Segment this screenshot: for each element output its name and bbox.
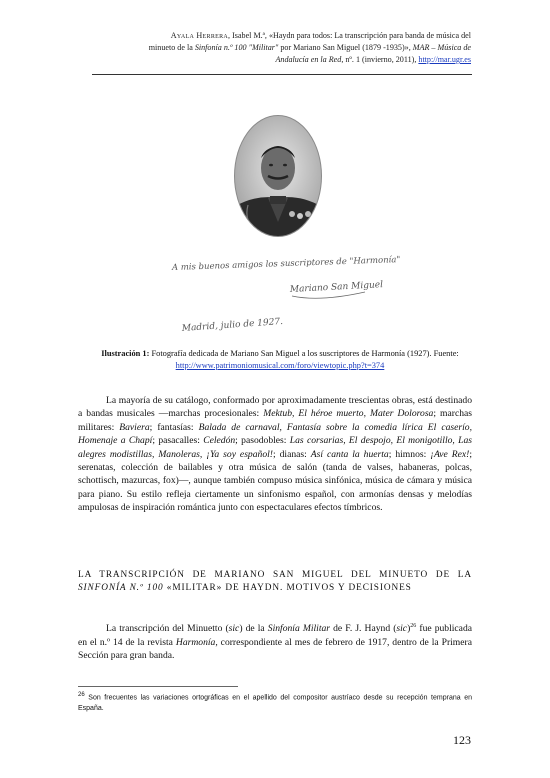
footnote-rule: [78, 686, 238, 687]
p1-works-4: Celedón: [203, 435, 236, 447]
p1-text-5: ; pasodobles:: [235, 435, 290, 447]
body-paragraph-2: [78, 620, 472, 662]
p1-text-2: ; marchas militares:: [78, 408, 472, 433]
header-line1: , Isabel M.ª, «Haydn para todos: La transcripción para banda de música del: [228, 31, 471, 40]
p2-work-title: Sinfonía Militar: [267, 623, 331, 635]
p2-text-6: , correspondiente al mes de febrero de 1917, dentro de la Primera Sección para gran banda.: [78, 636, 472, 661]
header-rule: [92, 74, 472, 75]
p1-text-3: ; fantasías:: [149, 421, 199, 433]
p1-works-6: Así canta la huerta: [310, 448, 389, 460]
header-line2-b: por Mariano San Miguel (1879 -1935)»,: [278, 43, 413, 52]
date-note: Madrid, julio de 1927.: [181, 316, 284, 334]
header-issue: , nº. 1 (invierno, 2011),: [341, 55, 419, 64]
p2-text-3: de F. J. Haynd (: [330, 623, 397, 635]
running-header: [71, 30, 471, 66]
p2-sic-1: sic: [228, 623, 240, 635]
caption-text: Fotografía dedicada de Mariano San Miguel a los suscriptores de Harmonía (1927). Fuente:: [149, 349, 459, 358]
p1-works-2: Baviera: [119, 421, 150, 433]
p1-text-1: La mayoría de su catálogo, conformado por aproximadamente trescientas obras, está destinado a bandas musicales —marchas procesionales:: [78, 395, 472, 420]
signature: Mariano San Miguel: [289, 280, 384, 295]
p2-text-2: ) de la: [239, 623, 268, 635]
p2-text-5: fue publicada en el n.º 14 de la revista: [78, 623, 473, 648]
portrait: [220, 110, 336, 245]
p1-works-7: ¡Ave Rex!: [430, 448, 470, 460]
photo-illustration: [160, 110, 400, 345]
heading-text-2: «MILITAR» DE HAYDN. MOTIVOS Y DECISIONES: [163, 583, 412, 593]
footnote: [78, 690, 472, 714]
header-author: Ayala Herrera: [170, 31, 229, 40]
dedication-text: A mis buenos amigos los suscriptores de "Harmonía": [171, 255, 400, 273]
figure-caption: [100, 348, 460, 372]
header-link[interactable]: http://mar.ugr.es: [418, 55, 471, 64]
page-number: 123: [453, 733, 471, 747]
p2-journal: Harmonía: [175, 636, 216, 648]
figure-photograph: [160, 110, 400, 345]
caption-link[interactable]: http://www.patrimoniomusical.com/foro/viewtopic.php?t=374: [175, 361, 385, 370]
p1-text-7: ; himnos:: [388, 448, 431, 460]
p2-text-4: ): [407, 623, 411, 635]
header-line2: minueto de la: [148, 43, 195, 52]
p1-works-5: Las corsarias, El despojo, El monigotillo, Las alegres modistillas, Manoleras, ¡Ya soy español!: [78, 435, 473, 460]
p2-text-1: La transcripción del Minuetto (: [106, 623, 229, 635]
header-journal-cont: Andalucía en la Red: [275, 55, 342, 64]
heading-text-1: LA TRANSCRIPCIÓN DE MARIANO SAN MIGUEL DEL MINUETO DE LA: [78, 570, 472, 580]
header-work-title: Sinfonía n.º 100 "Militar": [194, 43, 279, 52]
p1-text-6: ; dianas:: [272, 448, 311, 460]
p1-works-3: Balada de carnaval, Fantasía sobre la comedia lírica El caserío, Homenaje a Chapí: [78, 421, 472, 447]
p1-works-1: Mektub, El héroe muerto, Mater Dolorosa: [263, 408, 434, 420]
header-journal: MAR – Música de: [412, 43, 471, 52]
footnote-number: 26: [78, 692, 85, 698]
footnote-text: Son frecuentes las variaciones ortográficas en el apellido del compositor austríaco desde su recepción temprana en España.: [78, 694, 472, 712]
p1-text-8: ; serenatas, colección de bailables y otra música de salón (tanda de valses, habaneras, polcas, schottisch, mazurcas, fox)—, aunque también compuso música sinfónica, música de cámara y música para piano. Su estilo refleja ciertamente un sinfonismo español, con armonías densas y melodías ampulosas de inspiración romántica junto con espectaculares efectos tímbricos.: [78, 448, 473, 514]
footnote-ref[interactable]: 26: [410, 623, 417, 629]
p1-text-4: ; pasacalles:: [152, 435, 204, 447]
heading-work-title: SINFONÍA N.º 100: [78, 583, 164, 593]
body-paragraph-1: [78, 394, 472, 515]
section-heading: [78, 569, 472, 595]
p2-sic-2: sic: [396, 623, 408, 635]
caption-label: Ilustración 1:: [101, 349, 150, 358]
